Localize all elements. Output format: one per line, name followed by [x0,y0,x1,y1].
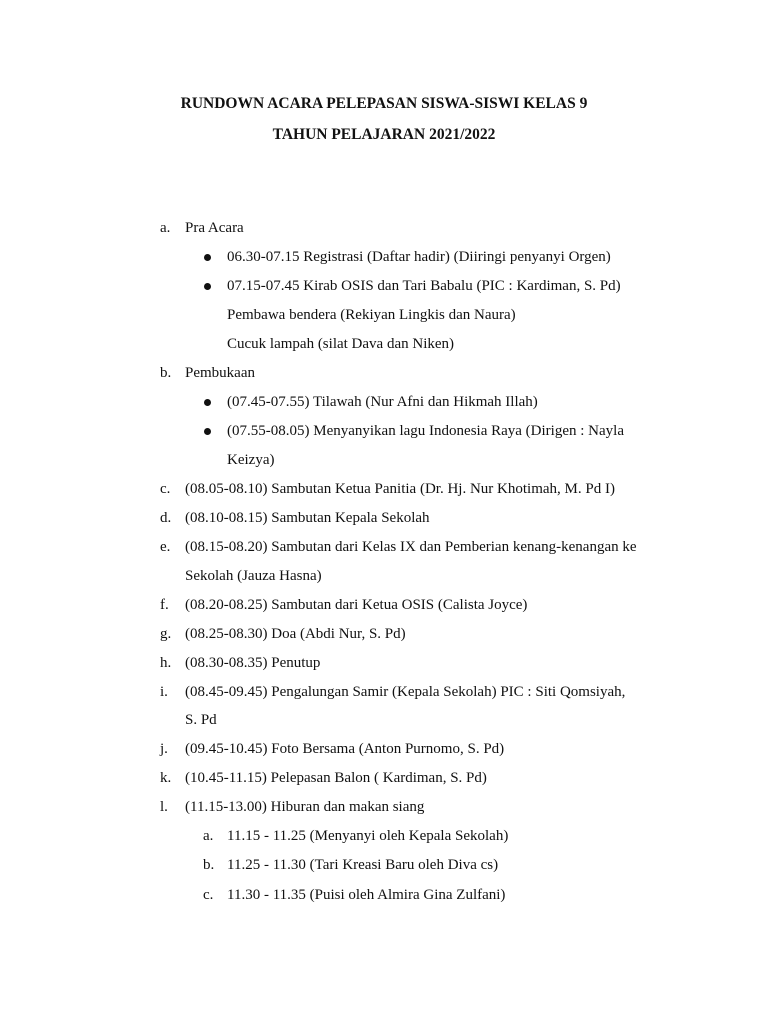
bullet-icon [204,283,211,290]
document-title: RUNDOWN ACARA PELEPASAN SISWA-SISWI KELAS 9 [180,95,588,112]
sublist-marker: b. [203,857,215,873]
bullet-icon [204,254,211,261]
list-marker: d. [160,510,172,526]
list-marker: j. [160,741,168,757]
list-marker: g. [160,626,172,642]
list-item-continuation: Sekolah (Jauza Hasna) [185,568,322,584]
section-label: Pembukaan [185,365,255,381]
list-item-continuation: Keizya) [227,452,275,468]
list-item: (08.20-08.25) Sambutan dari Ketua OSIS (Calista Joyce) [185,597,528,613]
list-item: (10.45-11.15) Pelepasan Balon ( Kardiman, S. Pd) [185,770,487,786]
list-marker: b. [160,365,172,381]
sublist-marker: c. [203,887,214,903]
list-item: (08.45-09.45) Pengalungan Samir (Kepala Sekolah) PIC : Siti Qomsiyah, [185,684,626,700]
sublist-item: 11.25 - 11.30 (Tari Kreasi Baru oleh Diva cs) [227,857,499,873]
list-item-continuation: Pembawa bendera (Rekiyan Lingkis dan Naura) [227,307,516,323]
list-marker: a. [160,220,171,236]
list-item: (08.25-08.30) Doa (Abdi Nur, S. Pd) [185,626,406,642]
list-item: (07.45-07.55) Tilawah (Nur Afni dan Hikmah Illah) [227,394,538,410]
list-marker: i. [160,684,168,700]
document-subtitle: TAHUN PELAJARAN 2021/2022 [272,126,496,143]
bullet-icon [204,428,211,435]
list-item: (08.15-08.20) Sambutan dari Kelas IX dan Pemberian kenang-kenangan ke [185,539,637,555]
list-item-continuation: Cucuk lampah (silat Dava dan Niken) [227,336,455,352]
sublist-marker: a. [203,828,214,844]
list-marker: l. [160,799,168,815]
list-marker: c. [160,481,171,497]
list-item: (08.10-08.15) Sambutan Kepala Sekolah [185,510,430,526]
sublist-item: 11.15 - 11.25 (Menyanyi oleh Kepala Sekolah) [227,828,509,844]
list-item: 07.15-07.45 Kirab OSIS dan Tari Babalu (PIC : Kardiman, S. Pd) [227,278,621,294]
list-item-continuation: S. Pd [185,712,217,728]
list-marker: e. [160,539,171,555]
list-item: (07.55-08.05) Menyanyikan lagu Indonesia Raya (Dirigen : Nayla [227,423,624,439]
list-item: (11.15-13.00) Hiburan dan makan siang [185,799,425,815]
list-marker: h. [160,655,172,671]
list-marker: k. [160,770,172,786]
list-marker: f. [160,597,169,613]
sublist-item: 11.30 - 11.35 (Puisi oleh Almira Gina Zulfani) [227,887,506,903]
list-item: (09.45-10.45) Foto Bersama (Anton Purnomo, S. Pd) [185,741,505,757]
bullet-icon [204,399,211,406]
section-label: Pra Acara [185,220,244,236]
list-item: (08.05-08.10) Sambutan Ketua Panitia (Dr. Hj. Nur Khotimah, M. Pd I) [185,481,615,497]
list-item: 06.30-07.15 Registrasi (Daftar hadir) (Diiringi penyanyi Orgen) [227,249,611,265]
list-item: (08.30-08.35) Penutup [185,655,321,671]
